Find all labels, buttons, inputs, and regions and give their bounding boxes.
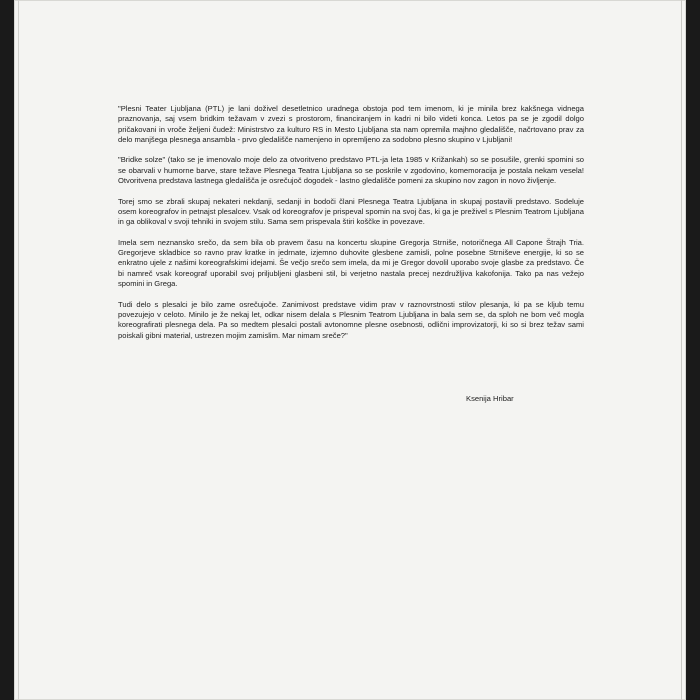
paragraph-3: Torej smo se zbrali skupaj nekateri nekdanji, sedanji in bodoči člani Plesnega Teatra Ljubljana in skupaj postavili predstavo. Sodeluje osem koreografov in petnajst plesalcev. Vsak od koreografov je prispeval spomin na svoj čas, ki ga je preživel s Plesnim Teatrom Ljubljana in ga oblikoval v svoji tehniki in svojem stilu. Sama sem prispevala štiri koščke in povezave.: [118, 196, 584, 227]
scanned-page: [14, 0, 686, 700]
paragraph-4: Imela sem neznansko srečo, da sem bila ob pravem času na koncertu skupine Gregorja Strniše, notoričnega All Capone Štrajh Tria. Gregorjeve skladbice so ravno prav kratke in jedrnate, izjemno duhovite glesbene zamisli, polne posebne Strniševe energije, ki so se enkratno ujele z našimi koreografskimi idejami. Še večjo srečo sem imela, da mi je Gregor dovolil uporabo svoje glasbe za predstavo. Če bi namreč vsak koreograf uporabil svoj priljubljeni glasbeni stil, bi verjetno nastala precej nezdružljiva kakofonija. Tako pa nas vežejo spomini in Grega.: [118, 237, 584, 289]
paragraph-5: Tudi delo s plesalci je bilo zame osrečujoče. Zanimivost predstave vidim prav v raznovrstnosti stilov plesanja, ki pa se kljub temu povezujejo v celoto. Minilo je že nekaj let, odkar nisem delala s Plesnim Teatrom Ljubljana in bala sem se, da sploh ne bom več mogla koreografirati plesnega dela. Pa so medtem plesalci postali avtonomne plesne osebnosti, odlični improvizatorji, ki so si brez težav sami poiskali gibni material, ustrezen mojim zamislim. Mar nimam sreče?": [118, 299, 584, 340]
paragraph-2: "Bridke solze" (tako se je imenovalo moje delo za otvoritveno predstavo PTL-ja leta 1985 v Križankah) so se posušile, grenki spomini so se obarvali v humorne barve, stare težave Plesnega Teatra Ljubljana so se poskrile v zgodovino, komemoracija je postala nekam vesela! Otvoritvena predstava lastnega gledališča je osrečujoč dogodek - lastno gledališče pomeni za skupino nov zagon in novo življenje.: [118, 155, 584, 186]
author-signature: Ksenija Hribar: [466, 394, 514, 403]
letter-body: [118, 104, 584, 351]
paragraph-1: "Plesni Teater Ljubljana (PTL) je lani doživel desetletnico uradnega obstoja pod tem imenom, ki je minila brez kakšnega vidnega praznovanja, saj vsem bridkim težavam v zvezi s prostorom, financiranjem in kadri ni bilo videti konca. Letos pa se je zgodil dolgo pričakovani in vroče željeni čudež: Ministrstvo za kulturo RS in Mesto Ljubljana sta nam opremila majhno gledališče, načrtovano prav za delo manjšega plesnega ansambla - prvo gledališče namenjeno in opremljeno za sodobno plesno skupino v Ljubljani!: [118, 104, 584, 144]
